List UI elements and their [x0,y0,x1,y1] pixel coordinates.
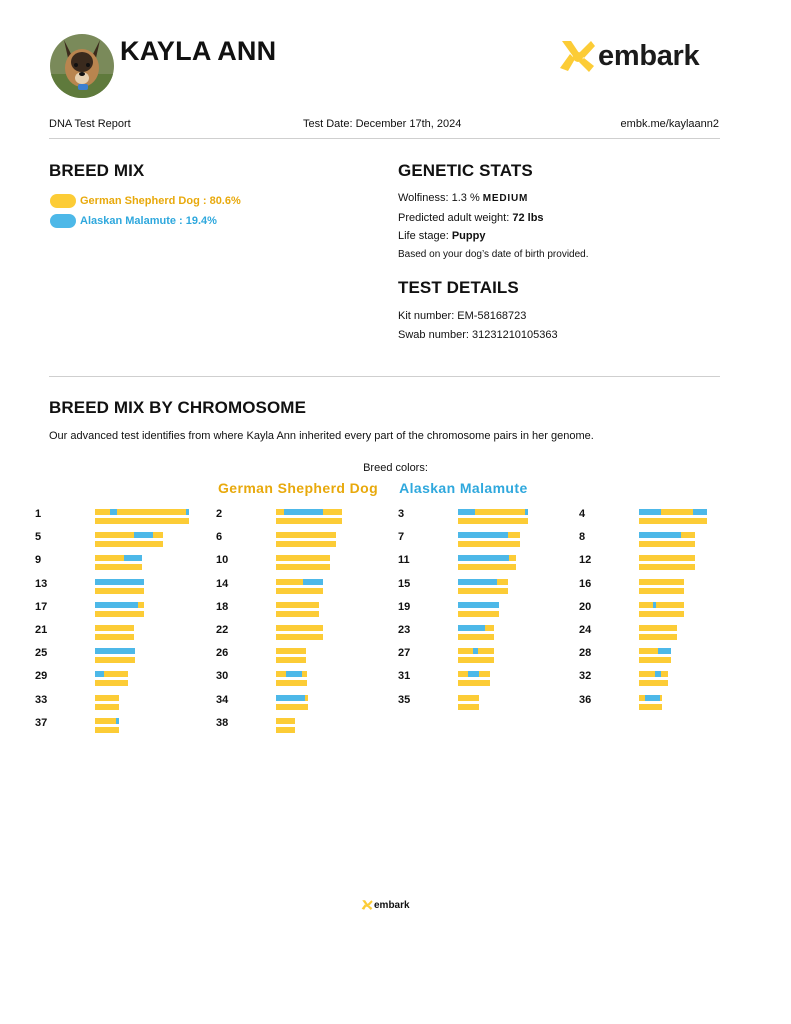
german-shepherd-segment [276,555,330,561]
chromosome-bar-copy-1 [458,555,516,561]
chromosome-label: 3 [398,508,405,520]
german-shepherd-segment [639,555,695,561]
alaskan-malamute-segment [658,648,671,654]
german-shepherd-segment [276,718,295,724]
chromosome-bar-copy-1 [458,648,494,654]
chromosome-bar-copy-2 [95,518,189,524]
chromosome-bar-copy-1 [458,509,528,515]
german-shepherd-segment [458,671,468,677]
alaskan-malamute-segment [95,602,138,608]
chromosome-bar-copy-2 [639,541,695,547]
german-shepherd-segment [458,657,494,663]
alaskan-malamute-segment [458,555,509,561]
alaskan-malamute-segment [468,671,479,677]
german-shepherd-segment [95,634,134,640]
embark-logo-icon [361,899,373,911]
german-shepherd-segment [681,532,695,538]
chromosome-bar-copy-1 [276,625,323,631]
chromosome-bar-copy-1 [639,625,677,631]
kit-number: Kit number: EM-58168723 [398,310,527,322]
chromosome-label: 2 [216,508,223,520]
german-shepherd-segment [276,611,319,617]
alaskan-malamute-segment [645,695,659,701]
chromosome-bar-copy-2 [276,541,336,547]
chromosome-bar-copy-1 [276,695,308,701]
chromosome-label: 36 [579,693,592,706]
german-shepherd-segment [639,579,684,585]
german-shepherd-segment [95,518,189,524]
footer-brand-name: embark [374,899,410,911]
chromosome-bar-copy-2 [458,657,494,663]
german-shepherd-segment [458,588,508,594]
chromosome-bar-copy-2 [458,611,499,617]
genetic-stats-title: GENETIC STATS [398,161,533,180]
german-shepherd-segment [661,509,693,515]
alaskan-malamute-segment [303,579,323,585]
german-shepherd-segment [639,588,684,594]
german-shepherd-segment [458,611,499,617]
chromosome-bar-copy-1 [458,532,520,538]
divider [49,138,720,139]
chromosome-bar-copy-2 [95,588,144,594]
chromosome-bar-copy-1 [95,509,189,515]
alaskan-malamute-segment [458,579,497,585]
german-shepherd-segment [276,625,323,631]
chromosome-label: 34 [216,693,229,706]
chromosome-bar-copy-1 [95,718,119,724]
german-shepherd-segment [458,541,520,547]
chromosome-bar-copy-2 [639,657,671,663]
chromosome-bar-copy-1 [276,579,323,585]
alaskan-malamute-segment [284,509,323,515]
chromosome-bar-copy-1 [95,579,144,585]
breed-colors-legend [218,480,528,496]
chromosome-bar-copy-1 [276,602,319,608]
german-shepherd-segment [660,695,662,701]
german-shepherd-segment [104,671,128,677]
german-shepherd-segment [276,704,308,710]
german-shepherd-segment [458,680,490,686]
german-shepherd-segment [305,695,308,701]
chromosome-bar-copy-2 [276,588,323,594]
german-shepherd-segment [276,657,306,663]
chromosome-label: 26 [216,647,229,660]
german-shepherd-segment [639,518,707,524]
test-details-title: TEST DETAILS [398,278,519,297]
chromosome-bar-copy-1 [639,532,695,538]
chromosome-label: 15 [398,577,411,590]
chromosome-bar-copy-2 [458,680,490,686]
german-shepherd-segment [95,541,163,547]
german-shepherd-segment [276,518,342,524]
chromosome-label: 14 [216,577,229,590]
alaskan-malamute-segment [458,602,499,608]
chromosome-bar-copy-2 [276,634,323,640]
german-shepherd-segment [639,611,684,617]
alaskan-malamute-segment [655,671,661,677]
chromosome-label: 11 [398,554,410,567]
chromosome-bar-copy-1 [639,555,695,561]
breed-mix-legend [50,193,241,229]
chromosome-bar-copy-1 [639,602,684,608]
life-stage-value: Puppy [451,230,486,242]
chromosome-label: 33 [35,693,48,706]
german-shepherd-segment [323,509,341,515]
chromosome-bar-copy-1 [276,718,295,724]
chromosome-bar-copy-1 [458,671,490,677]
chromosome-bar-copy-2 [458,518,528,524]
chromosome-bar-copy-2 [276,727,295,733]
german-shepherd-segment [95,611,144,617]
alaskan-malamute-swatch [50,214,76,228]
chromosome-bar-copy-2 [639,634,677,640]
weight-label: Predicted adult weight: [398,211,510,224]
german-shepherd-segment [276,602,319,608]
german-shepherd-segment [639,564,695,570]
chromosome-bar-copy-2 [639,518,707,524]
chromosome-label: 31 [398,670,411,683]
german-shepherd-segment [508,532,520,538]
alaskan-malamute-segment [286,671,302,677]
chromosome-label: 16 [579,577,592,590]
chromosome-label: 6 [216,531,223,544]
chromosome-bar-copy-1 [639,648,671,654]
divider [49,376,720,377]
german-shepherd-segment [276,564,330,570]
german-shepherd-segment [458,695,479,701]
breed-mix-title: BREED MIX [49,161,145,180]
german-shepherd-segment [475,509,526,515]
legend-item-german-shepherd [50,193,241,209]
chromosome-label: 13 [35,577,48,590]
chromosome-label: 30 [216,670,229,683]
german-shepherd-segment [95,509,110,515]
german-shepherd-segment [95,695,119,701]
german-shepherd-segment [639,671,655,677]
german-shepherd-segment [276,579,303,585]
chromosome-bar-copy-1 [95,671,128,677]
german-shepherd-segment [656,602,684,608]
alaskan-malamute-segment [458,509,475,515]
alaskan-malamute-segment [95,671,104,677]
dog-avatar [50,34,114,98]
chromosome-bar-copy-1 [639,509,707,515]
german-shepherd-segment [95,555,124,561]
alaskan-malamute-segment [116,718,120,724]
german-shepherd-segment [95,588,144,594]
german-shepherd-segment [639,680,668,686]
breed-colors-label: Breed colors: [363,462,428,474]
chromosome-bar-copy-1 [95,695,119,701]
german-shepherd-segment [458,634,494,640]
german-shepherd-segment [639,625,677,631]
legend-item-alaskan-malamute [50,213,241,229]
chromosome-label: 19 [398,600,411,613]
chromosome-bar-copy-2 [639,680,668,686]
chromosome-label: 20 [579,600,592,613]
german-shepherd-segment [639,648,658,654]
chromosome-bar-copy-2 [458,564,516,570]
german-shepherd-segment [95,680,128,686]
chromosome-bar-copy-1 [276,648,306,654]
chromosome-bar-copy-1 [276,671,307,677]
chromosome-bar-copy-1 [276,532,336,538]
german-shepherd-segment [276,648,306,654]
alaskan-malamute-segment [95,579,144,585]
german-shepherd-segment [276,671,286,677]
alaskan-malamute-segment [186,509,189,515]
german-shepherd-swatch [50,194,76,208]
chromosome-bar-copy-2 [458,634,494,640]
german-shepherd-segment [639,657,671,663]
chromosome-intro: Our advanced test identifies from where Kayla Ann inherited every part of the chromosome pairs in her genome. [49,430,594,442]
chromosome-bar-copy-2 [639,588,684,594]
chromosome-label: 29 [35,670,48,683]
chromosome-bar-copy-2 [639,564,695,570]
life-stage-stat [398,227,589,246]
chromosome-bar-copy-2 [95,634,134,640]
alaskan-malamute-segment [458,532,508,538]
report-title: DNA Test Report [49,118,131,130]
chromosome-label: 27 [398,647,411,660]
chromosome-bar-copy-2 [276,657,306,663]
german-shepherd-segment [639,602,653,608]
chromosome-label: 32 [579,670,592,683]
chromosome-label: 25 [35,647,48,660]
german-shepherd-segment [138,602,144,608]
wolfiness-level: MEDIUM [482,193,529,204]
chromosome-bar-copy-1 [95,625,134,631]
german-shepherd-segment [95,704,119,710]
alaskan-malamute-segment [639,509,661,515]
embark-logo-icon [558,38,596,74]
german-shepherd-segment [458,704,479,710]
wolfiness-label: Wolfiness: 1.3 % [398,192,480,204]
german-shepherd-segment [95,532,134,538]
german-shepherd-segment [276,541,336,547]
alaskan-malamute-segment [525,509,527,515]
chromosome-bar-copy-1 [458,579,508,585]
alaskan-malamute-segment [276,695,305,701]
chromosome-bar-copy-2 [95,727,119,733]
chromosome-label: 24 [579,624,592,636]
german-shepherd-segment [117,509,187,515]
profile-link[interactable]: embk.me/kaylaann2 [620,118,719,130]
chromosome-label: 7 [398,531,405,544]
chromosome-bar-copy-1 [95,648,135,654]
german-shepherd-segment [485,625,494,631]
chromosome-label: 38 [216,716,229,729]
german-shepherd-segment [95,727,119,733]
alaskan-malamute-segment [110,509,117,515]
footer-logo [361,899,410,911]
chromosome-bar-copy-2 [95,611,144,617]
chromosome-bar-copy-2 [639,704,662,710]
german-shepherd-segment [639,541,695,547]
german-shepherd-segment [95,625,134,631]
german-shepherd-segment [458,648,473,654]
alaskan-malamute-segment [458,625,485,631]
german-shepherd-segment [639,695,645,701]
alaskan-malamute-segment [473,648,478,654]
brand-name: embark [598,39,700,72]
chromosome-label: 5 [35,531,42,544]
chromosome-label: 21 [35,624,48,636]
chromosome-label: 23 [398,624,411,636]
chromosome-label: 9 [35,554,42,567]
chromosome-bar-copy-2 [276,704,308,710]
chromosome-bar-copy-2 [95,657,135,663]
weight-value: 72 lbs [512,211,544,224]
alaskan-malamute-segment [95,648,135,654]
test-date: Test Date: December 17th, 2024 [303,118,462,130]
chromosome-bar-copy-1 [95,532,163,538]
alaskan-malamute-segment [653,602,656,608]
german-shepherd-segment [478,648,493,654]
chromosome-label: 1 [35,508,42,520]
chromosome-label: 35 [398,693,411,706]
weight-stat [398,209,589,228]
chromosome-bar-copy-1 [639,671,668,677]
german-shepherd-segment [302,671,307,677]
chromosome-bar-copy-1 [639,695,662,701]
chromosome-label: 4 [579,508,586,520]
breed-color-alaskan-malamute: Alaskan Malamute [399,480,528,496]
chromosome-bar-copy-2 [458,541,520,547]
chromosome-label: 28 [579,647,592,660]
chromosome-bar-copy-2 [95,541,163,547]
chromosome-bar-copy-1 [458,625,494,631]
german-shepherd-segment [276,634,323,640]
chromosome-label: 18 [216,600,229,613]
german-shepherd-segment [479,671,490,677]
brand-logo [558,38,699,74]
legend-label-alaskan-malamute: Alaskan Malamute : 19.4% [80,215,217,227]
wolfiness-stat [398,189,589,209]
chromosome-bar-copy-2 [276,518,342,524]
genetic-stats-list [398,189,589,264]
chromosome-bar-copy-2 [276,611,319,617]
chromosome-bar-copy-2 [639,611,684,617]
chromosome-label: 12 [579,554,592,567]
chromosome-bar-copy-2 [95,704,119,710]
swab-number: Swab number: 31231210105363 [398,328,558,341]
chromosome-bar-copy-2 [276,564,330,570]
chromosome-bar-copy-1 [639,579,684,585]
chromosome-bar-copy-1 [95,602,144,608]
german-shepherd-segment [95,564,142,570]
german-shepherd-segment [509,555,516,561]
chromosome-label: 37 [35,716,48,729]
german-shepherd-segment [497,579,508,585]
german-shepherd-segment [276,727,295,733]
chromosome-bar-copy-1 [276,509,342,515]
chromosome-bar-copy-2 [95,680,128,686]
chromosome-bar-copy-1 [276,555,330,561]
german-shepherd-segment [276,509,284,515]
breed-color-german-shepherd: German Shepherd Dog [218,480,379,496]
alaskan-malamute-segment [693,509,707,515]
chromosome-label: 22 [216,624,229,636]
german-shepherd-segment [458,564,516,570]
german-shepherd-segment [661,671,668,677]
chromosome-bar-copy-2 [458,588,508,594]
chromosome-bar-copy-1 [458,695,479,701]
chromosome-bar-copy-2 [95,564,142,570]
alaskan-malamute-segment [639,532,681,538]
german-shepherd-segment [95,718,116,724]
chromosome-bar-copy-1 [95,555,142,561]
chromosome-label: 10 [216,554,229,567]
legend-label-german-shepherd: German Shepherd Dog : 80.6% [80,195,241,207]
chromosome-bar-copy-1 [458,602,499,608]
chromosome-bar-copy-2 [276,680,307,686]
chromosome-bar-copy-2 [458,704,479,710]
german-shepherd-segment [639,704,662,710]
german-shepherd-segment [276,680,307,686]
chromosome-section-title: BREED MIX BY CHROMOSOME [49,398,307,417]
life-stage-label: Life stage: [398,230,449,242]
test-details-list [398,307,558,344]
german-shepherd-segment [276,532,336,538]
german-shepherd-segment [95,657,135,663]
german-shepherd-segment [153,532,162,538]
life-stage-note: Based on your dog’s date of birth provided. [398,248,589,260]
chromosome-label: 8 [579,531,586,544]
alaskan-malamute-segment [124,555,142,561]
dog-name: KAYLA ANN [120,36,277,66]
german-shepherd-segment [458,518,528,524]
german-shepherd-segment [639,634,677,640]
alaskan-malamute-segment [134,532,153,538]
german-shepherd-segment [276,588,323,594]
chromosome-label: 17 [35,600,48,613]
